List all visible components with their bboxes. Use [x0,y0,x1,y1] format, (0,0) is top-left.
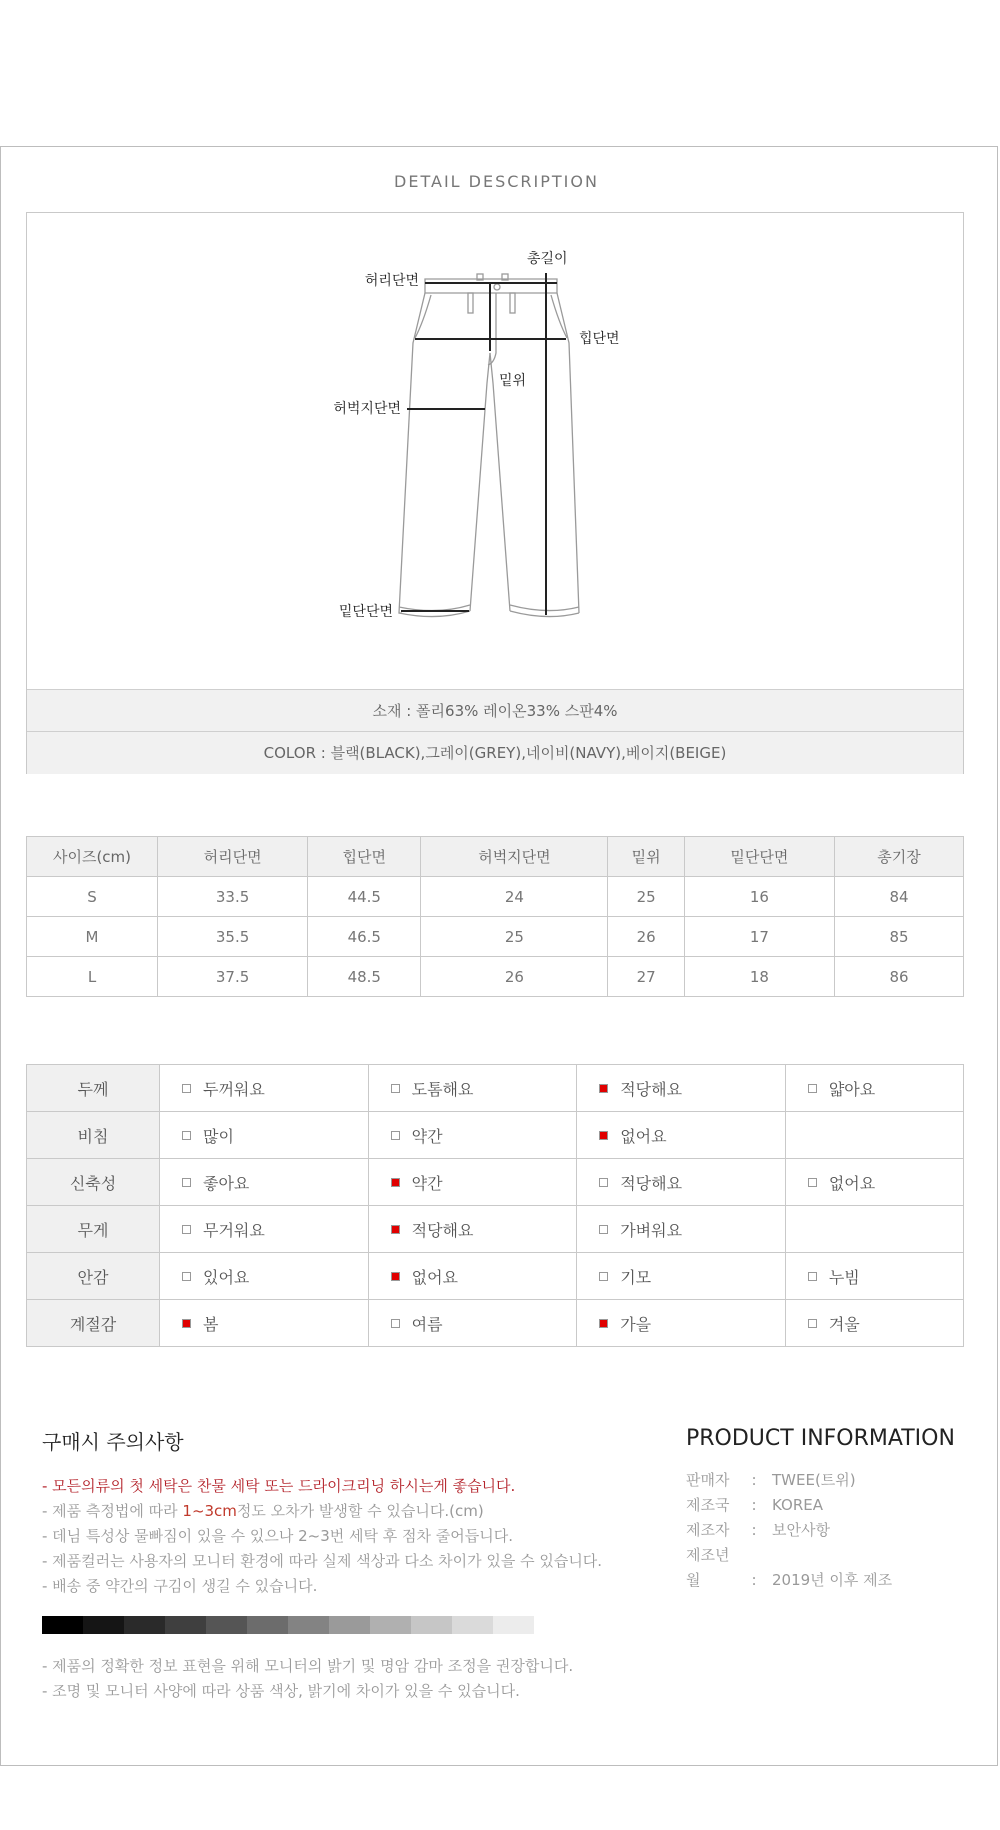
notice-line: - 데님 특성상 물빠짐이 있을 수 있으나 2~3번 세탁 후 점차 줄어듭니다. [42,1527,514,1545]
checked-box-icon [391,1272,400,1281]
feel-option [786,1077,875,1100]
notice-list [42,1474,602,1599]
product-info-row [686,1543,892,1593]
feel-option [577,1312,651,1335]
feel-option-label: 있어요 [203,1267,250,1287]
feel-option-label: 기모 [620,1267,652,1287]
gray-swatch [493,1616,534,1634]
product-info-title: PRODUCT INFORMATION [686,1426,955,1451]
feel-option-cell [577,1206,786,1253]
notice-title: 구매시 주의사항 [42,1430,184,1454]
feel-option [369,1312,443,1335]
gray-swatch [288,1616,329,1634]
feel-option-cell [160,1206,369,1253]
gray-swatch [247,1616,288,1634]
feel-row [27,1065,964,1112]
gray-swatch [42,1616,83,1634]
feel-row [27,1159,964,1206]
notice-highlight: 1~3cm [182,1502,237,1520]
feel-option-label: 얇아요 [828,1079,876,1099]
pants-diagram [27,213,963,689]
unchecked-box-icon [391,1084,400,1093]
table-cell: 44.5 [308,877,421,917]
table-cell: 48.5 [308,957,421,997]
feel-option [577,1171,682,1194]
monitor-gamma-gradient [42,1616,534,1634]
unchecked-box-icon [599,1178,608,1187]
gray-swatch [370,1616,411,1634]
unchecked-box-icon [599,1225,608,1234]
color-row: COLOR : 블랙(BLACK),그레이(GREY),네이비(NAVY),베이지(BEIGE) [27,731,963,774]
feel-option-label: 가을 [620,1314,652,1334]
table-cell: 16 [684,877,834,917]
feel-option-cell [160,1300,369,1347]
feel-option [786,1171,875,1194]
feel-category: 비침 [27,1112,160,1159]
table-cell: M [27,917,158,957]
unchecked-box-icon [391,1319,400,1328]
feel-option [160,1218,265,1241]
unchecked-box-icon [808,1084,817,1093]
feel-option-cell [577,1065,786,1112]
gray-swatch [206,1616,247,1634]
product-info-separator: : [751,1496,757,1514]
feel-option-label: 봄 [203,1314,219,1334]
unchecked-box-icon [808,1178,817,1187]
product-info-separator: : [751,1471,757,1489]
waist-label: 허리단면 [364,273,419,289]
total-length-header: 총기장 [835,837,964,877]
gray-swatch [165,1616,206,1634]
feel-row [27,1112,964,1159]
feel-option [369,1171,443,1194]
feel-option-cell [368,1253,577,1300]
checked-box-icon [599,1319,608,1328]
gray-swatch [124,1616,165,1634]
feel-option-cell [785,1300,963,1347]
feel-option-cell [368,1112,577,1159]
feel-option-label: 약간 [411,1173,443,1193]
feel-option [160,1312,218,1335]
feel-option [577,1218,682,1241]
product-info-key: 제조자 [686,1521,730,1539]
product-info-value: TWEE(트위) [772,1471,856,1489]
table-cell: 26 [421,957,608,997]
feel-row [27,1253,964,1300]
unchecked-box-icon [599,1272,608,1281]
table-cell: 33.5 [158,877,308,917]
feel-option-label: 적당해요 [620,1173,683,1193]
feel-option-label: 없어요 [411,1267,458,1287]
hip-header: 힙단면 [308,837,421,877]
feel-option-label: 도톰해요 [411,1079,474,1099]
feel-option-cell [368,1159,577,1206]
waist-header: 허리단면 [158,837,308,877]
table-row [27,957,964,997]
table-cell: 37.5 [158,957,308,997]
table-row [27,877,964,917]
rise-header: 밑위 [608,837,684,877]
unchecked-box-icon [182,1225,191,1234]
gray-swatch [411,1616,452,1634]
product-info-row [686,1518,892,1543]
feel-option-label: 좋아요 [203,1173,250,1193]
product-info-row [686,1493,892,1518]
section-title: DETAIL DESCRIPTION [394,172,599,191]
hip-label: 힙단면 [579,331,620,347]
product-info-list [686,1468,892,1593]
table-row [27,917,964,957]
feel-option [786,1312,860,1335]
product-info-value: KOREA [772,1496,823,1514]
feel-category: 계절감 [27,1300,160,1347]
feel-option-label: 누빔 [828,1267,860,1287]
checked-box-icon [391,1178,400,1187]
notice-line: - 조명 및 모니터 사양에 따라 상품 색상, 밝기에 차이가 있을 수 있습니다. [42,1682,520,1700]
notice-text: - 제품 측정법에 따라 [42,1502,183,1520]
thigh-label: 허벅지단면 [333,401,401,417]
feel-option-label: 적당해요 [411,1220,474,1240]
unchecked-box-icon [808,1319,817,1328]
table-cell: L [27,957,158,997]
unchecked-box-icon [182,1178,191,1187]
feel-category: 두께 [27,1065,160,1112]
table-cell: 18 [684,957,834,997]
feel-option-cell [577,1300,786,1347]
size-table [26,836,964,997]
feel-option [369,1265,458,1288]
measure-lines [401,273,566,615]
feel-option [160,1171,249,1194]
feel-option-cell [785,1065,963,1112]
feel-option [160,1124,234,1147]
table-cell: 84 [835,877,964,917]
hem-header: 밑단단면 [684,837,834,877]
feel-option [786,1265,860,1288]
feel-option-cell [577,1253,786,1300]
feel-option-cell [785,1159,963,1206]
size-header: 사이즈(cm) [27,837,158,877]
hem-label: 밑단단면 [338,604,393,620]
feel-option-cell [785,1253,963,1300]
feel-option [369,1124,443,1147]
gray-swatch [329,1616,370,1634]
fabric-feel-table [26,1064,964,1347]
feel-option-label: 두꺼워요 [203,1079,265,1099]
feel-option-label: 겨울 [828,1314,860,1334]
feel-row [27,1300,964,1347]
notice-line: - 모든의류의 첫 세탁은 찬물 세탁 또는 드라이크리닝 하시는게 좋습니다. [42,1477,516,1495]
notice-text: 정도 오차가 발생할 수 있습니다.(cm) [236,1502,484,1520]
feel-option-label: 여름 [411,1314,443,1334]
feel-option-label: 적당해요 [620,1079,683,1099]
feel-option [369,1218,474,1241]
feel-option-cell [577,1159,786,1206]
feel-option [577,1265,651,1288]
feel-option-label: 없어요 [620,1126,667,1146]
rise-label: 밑위 [499,373,527,389]
material-row: 소재 : 폴리63% 레이온33% 스판4% [27,689,963,732]
notice-line [42,1499,602,1524]
table-cell: 25 [608,877,684,917]
feel-row [27,1206,964,1253]
feel-category: 무게 [27,1206,160,1253]
checked-box-icon [391,1225,400,1234]
feel-option-cell [160,1253,369,1300]
feel-category: 신축성 [27,1159,160,1206]
unchecked-box-icon [182,1272,191,1281]
product-info-value: 보안사항 [772,1521,830,1539]
total-length-label: 총길이 [527,251,568,267]
table-cell: 26 [608,917,684,957]
feel-option-cell [785,1206,963,1253]
checked-box-icon [599,1084,608,1093]
notice-line: - 제품의 정확한 정보 표현을 위해 모니터의 밝기 및 명암 감마 조정을 권장합니다. [42,1657,574,1675]
notice-line: - 제품컬러는 사용자의 모니터 환경에 따라 실제 색상과 다소 차이가 있을 수 있습니다. [42,1552,603,1570]
feel-option [160,1265,249,1288]
thigh-header: 허벅지단면 [421,837,608,877]
feel-option-cell [577,1112,786,1159]
feel-option-cell [785,1112,963,1159]
checked-box-icon [182,1319,191,1328]
product-info-separator: : [751,1571,757,1589]
product-info-key: 제조국 [686,1496,730,1514]
feel-option-label: 없어요 [828,1173,876,1193]
table-cell: 46.5 [308,917,421,957]
product-info-separator: : [751,1521,757,1539]
table-cell: 35.5 [158,917,308,957]
feel-option-cell [368,1300,577,1347]
product-info-value: 2019년 이후 제조 [772,1571,893,1589]
feel-option-cell [160,1065,369,1112]
checked-box-icon [599,1131,608,1140]
gray-swatch [452,1616,493,1634]
gray-swatch [83,1616,124,1634]
feel-category: 안감 [27,1253,160,1300]
feel-option [577,1077,682,1100]
product-info-key: 판매자 [686,1471,730,1489]
feel-option-label: 많이 [203,1126,234,1146]
feel-option [369,1077,474,1100]
feel-option [577,1124,666,1147]
table-cell: 24 [421,877,608,917]
feel-option-cell [160,1159,369,1206]
table-cell: 85 [835,917,964,957]
feel-option-cell [368,1065,577,1112]
notice-line: - 배송 중 약간의 구김이 생길 수 있습니다. [42,1577,318,1595]
table-cell: 25 [421,917,608,957]
monitor-notice [42,1654,573,1704]
product-info-row [686,1468,892,1493]
unchecked-box-icon [182,1084,191,1093]
product-info-key: 제조년월 [686,1546,730,1589]
feel-option-label: 무거워요 [203,1220,265,1240]
size-table-header-row [27,837,964,877]
feel-option-label: 약간 [411,1126,443,1146]
table-cell: S [27,877,158,917]
unchecked-box-icon [182,1131,191,1140]
table-cell: 86 [835,957,964,997]
unchecked-box-icon [391,1131,400,1140]
feel-option-cell [160,1112,369,1159]
table-cell: 17 [684,917,834,957]
unchecked-box-icon [808,1272,817,1281]
size-diagram-panel [26,212,964,774]
table-cell: 27 [608,957,684,997]
feel-option-label: 가벼워요 [620,1220,683,1240]
feel-option [160,1077,265,1100]
feel-option-cell [368,1206,577,1253]
